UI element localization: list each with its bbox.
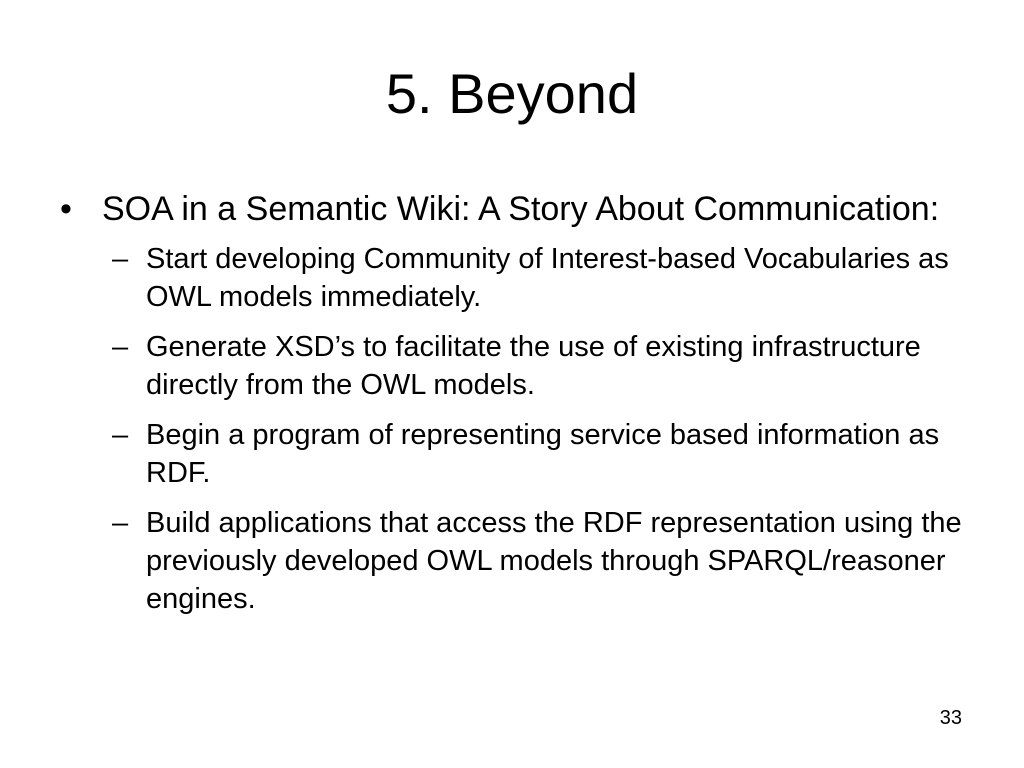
sub-bullet-list [60, 240, 970, 618]
bullet-text: SOA in a Semantic Wiki: A Story About Communication: [102, 190, 940, 228]
bullet-item [60, 188, 970, 230]
slide-title: 5. Beyond [385, 62, 639, 125]
sub-bullet-item [60, 240, 970, 316]
dash-marker: – [112, 243, 129, 275]
dash-marker: – [112, 331, 129, 363]
bullet-marker: • [60, 190, 72, 228]
page-number: 33 [939, 707, 962, 729]
sub-bullet-text: Build applications that access the RDF representation using the previously developed OWL models through SPARQL/reasoner engines. [146, 507, 962, 615]
slide-content [60, 188, 970, 630]
sub-bullet-text: Begin a program of representing service based information as RDF. [146, 419, 940, 489]
dash-marker: – [112, 419, 129, 451]
sub-bullet-text: Generate XSD’s to facilitate the use of existing infrastructure directly from the OWL models. [146, 331, 921, 401]
dash-marker: – [112, 507, 129, 539]
sub-bullet-text: Start developing Community of Interest-based Vocabularies as OWL models immediately. [146, 243, 949, 313]
sub-bullet-item [60, 416, 970, 492]
sub-bullet-item [60, 328, 970, 404]
sub-bullet-item [60, 504, 970, 618]
